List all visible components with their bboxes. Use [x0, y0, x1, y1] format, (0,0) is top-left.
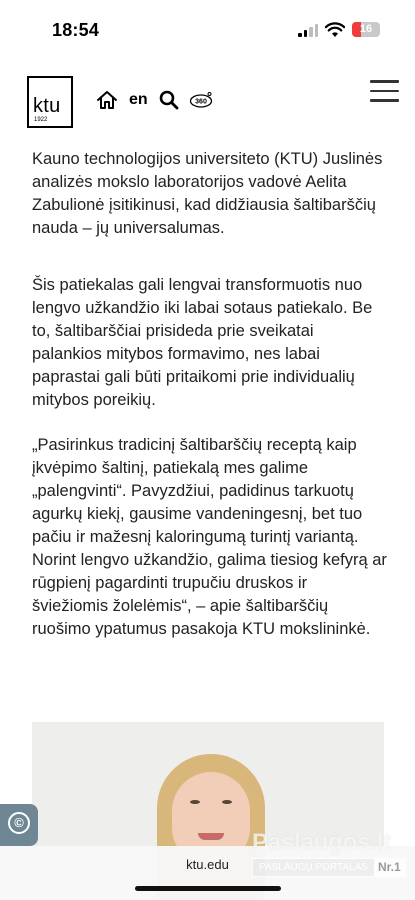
photo-eye: [190, 800, 200, 804]
battery-icon: [352, 22, 380, 37]
article-paragraph: Šis patiekalas gali lengvai transformuotis nuo lengvo užkandžio iki labai sotaus patiekalo. Be to, šaltibarščiai prisideda prie sveikatai palankios mitybos formavimo, nes labai paprastai gali būti pritaikomi prie individualių mitybos poreikių.: [32, 276, 373, 409]
status-time: 18:54: [52, 20, 100, 40]
watermark-subtitle: PASLAUGŲ PORTALAS: [259, 862, 368, 873]
search-icon[interactable]: [159, 90, 179, 110]
logo-year: 1922: [34, 117, 48, 123]
article-body: [32, 148, 387, 641]
home-icon[interactable]: [96, 90, 118, 110]
site-header: [0, 58, 415, 142]
watermark-subtitle-box: [252, 858, 406, 877]
url-text[interactable]: ktu.edu: [186, 857, 229, 872]
svg-text:360: 360: [195, 98, 207, 106]
menu-icon[interactable]: [370, 80, 399, 102]
copyright-button[interactable]: [0, 804, 38, 846]
language-switch[interactable]: en: [129, 91, 148, 108]
photo-eye: [222, 800, 232, 804]
status-bar: [0, 0, 415, 58]
battery-percent: 16: [359, 23, 373, 35]
article-paragraph: Kauno technologijos universiteto (KTU) Juslinės analizės mokslo laboratorijos vadovė Aelita Zabulionė įsitikinusi, kad didžiausia šaltibarščių nauda – jų universalumas.: [32, 150, 383, 237]
watermark-badge: Nr.1: [374, 859, 405, 876]
tour-360-icon[interactable]: [189, 91, 213, 109]
wifi-icon: [325, 22, 345, 38]
cellular-signal-icon: [298, 24, 318, 37]
photo-mouth: [198, 833, 224, 840]
home-indicator[interactable]: [135, 886, 281, 891]
logo-text: ktu: [33, 95, 61, 117]
article-paragraph: „Pasirinkus tradicinį šaltibarščių receptą kaip įkvėpimo šaltinį, patiekalą mes galime „palengvinti“. Pavyzdžiui, padidinus tarkuotų agurkų kiekį, gausime vandeningesnį, bet tuo pačiu ir mažesnį kaloringumą turintį variantą. Norint lengvo užkandžio, galima tiesiog kefyrą ar rūgpienį pagardinti trupučiu druskos ir šviežiomis žolelėmis“, – apie šaltibarščių ruošimo ypatumus pasakoja KTU mokslininkė.: [32, 436, 387, 638]
ktu-logo[interactable]: [27, 76, 73, 128]
watermark-brand: Paslaugos.lt: [252, 829, 391, 856]
copyright-icon: ©: [8, 812, 30, 834]
